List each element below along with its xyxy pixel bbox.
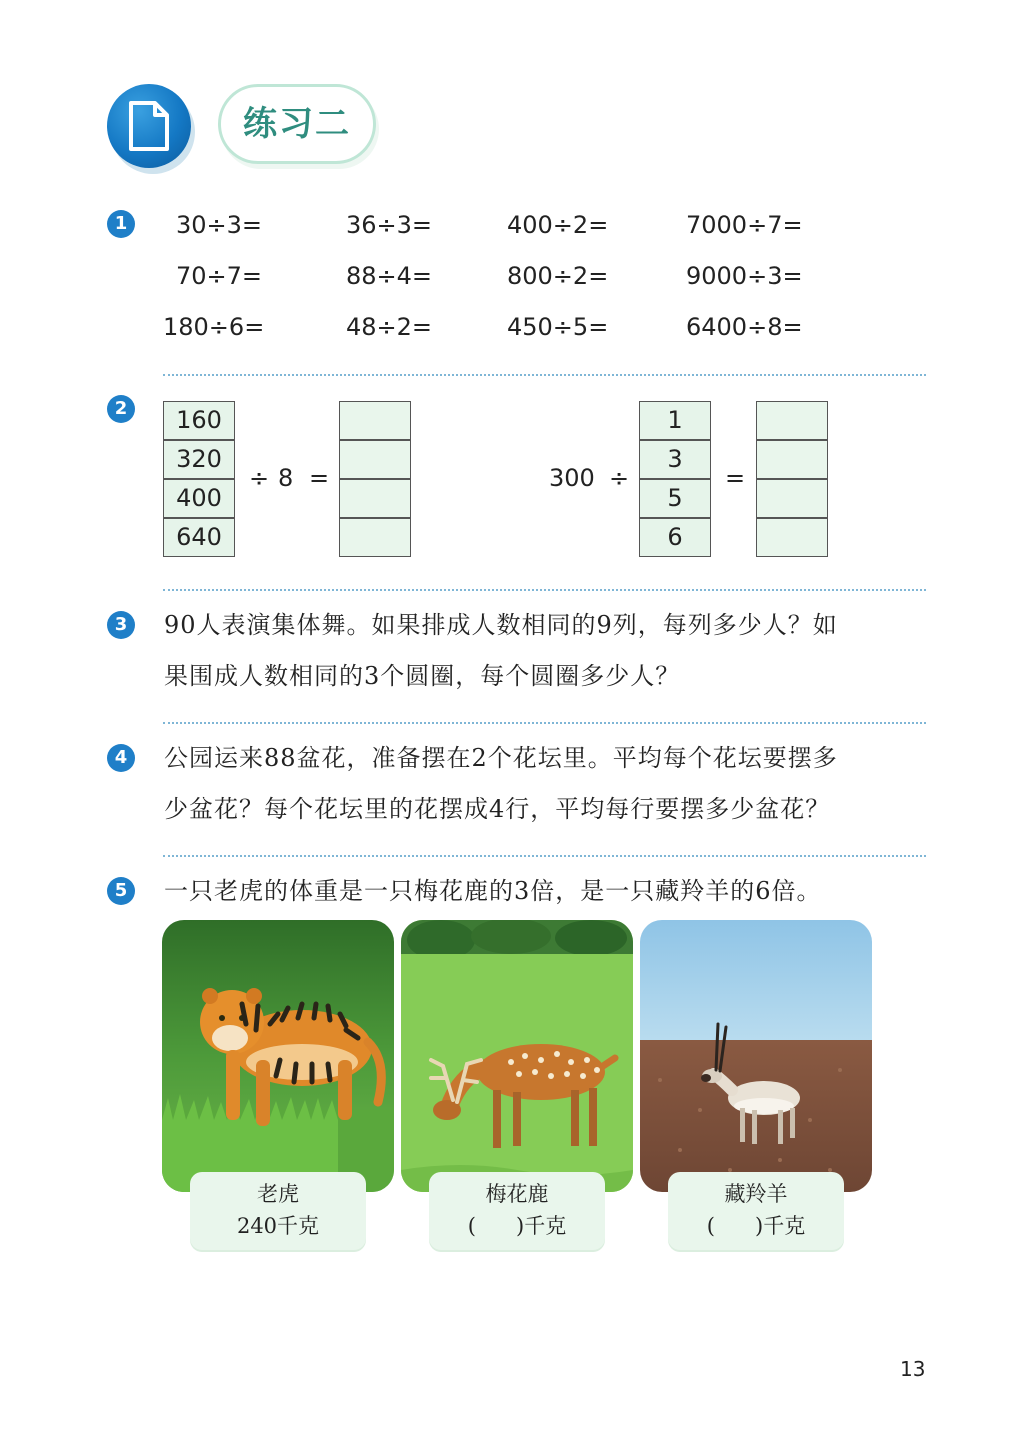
answer-cell[interactable] <box>339 440 411 479</box>
question-3-line-1: 90人表演集体舞。如果排成人数相同的9列，每列多少人？如 <box>164 611 838 639</box>
answer-cell[interactable] <box>339 479 411 518</box>
page-number: 13 <box>900 1357 926 1381</box>
dividend-cell: 640 <box>163 518 235 557</box>
equation: 7000÷7= <box>686 211 803 239</box>
dividend-cell: 320 <box>163 440 235 479</box>
question-5-text: 一只老虎的体重是一只梅花鹿的3倍，是一只藏羚羊的6倍。 <box>164 877 822 905</box>
sika-deer-label-card <box>429 1172 605 1250</box>
divider <box>163 374 926 376</box>
divide-sign: ÷ <box>609 464 630 492</box>
equation: 450÷5= <box>507 313 609 341</box>
dividend-cell: 400 <box>163 479 235 518</box>
animal-weight-blank[interactable]: ( )千克 <box>706 1214 806 1238</box>
dividend-cell: 160 <box>163 401 235 440</box>
equation: 6400÷8= <box>686 313 803 341</box>
tibetan-antelope-label-card <box>668 1172 844 1250</box>
question-number-1: 1 <box>107 210 135 238</box>
animal-name: 藏羚羊 <box>724 1182 788 1206</box>
question-number-4: 4 <box>107 744 135 772</box>
answer-cell[interactable] <box>339 518 411 557</box>
equals-sign: = <box>725 464 746 492</box>
equation: 400÷2= <box>507 211 609 239</box>
divisor-cell: 6 <box>639 518 711 557</box>
equation: 36÷3= <box>346 211 433 239</box>
animal-name: 梅花鹿 <box>485 1182 549 1206</box>
equation: 180÷6= <box>163 313 265 341</box>
equation: 88÷4= <box>346 262 433 290</box>
tiger-label-card <box>190 1172 366 1250</box>
divisor-cell: 5 <box>639 479 711 518</box>
question-3-line-2: 果围成人数相同的3个圆圈，每个圆圈多少人？ <box>164 662 681 690</box>
divider <box>163 722 926 724</box>
question-4-line-2: 少盆花？每个花坛里的花摆成4行，平均每行要摆多少盆花？ <box>164 795 831 823</box>
equation: 48÷2= <box>346 313 433 341</box>
sika-deer-photo <box>401 920 633 1192</box>
document-icon <box>107 84 191 168</box>
divide-sign: ÷ <box>249 464 270 492</box>
equals-sign: = <box>309 464 330 492</box>
equation: 800÷2= <box>507 262 609 290</box>
answer-cell[interactable] <box>756 401 828 440</box>
question-number-2: 2 <box>107 395 135 423</box>
divisor: 8 <box>278 464 294 492</box>
question-number-5: 5 <box>107 877 135 905</box>
page-title: 练习二 <box>243 104 351 144</box>
divider <box>163 589 926 591</box>
question-number-3: 3 <box>107 611 135 639</box>
animal-weight-blank[interactable]: ( )千克 <box>467 1214 567 1238</box>
dividend: 300 <box>549 464 595 492</box>
answer-cell[interactable] <box>339 401 411 440</box>
answer-cell[interactable] <box>756 479 828 518</box>
equation: 70÷7= <box>176 262 263 290</box>
exercise-title-pill <box>218 84 376 164</box>
question-4-line-1: 公园运来88盆花，准备摆在2个花坛里。平均每个花坛要摆多 <box>164 744 838 772</box>
divisor-cell: 3 <box>639 440 711 479</box>
answer-cell[interactable] <box>756 518 828 557</box>
animal-name: 老虎 <box>257 1182 299 1206</box>
tibetan-antelope-photo <box>640 920 872 1192</box>
tiger-photo <box>162 920 394 1192</box>
divisor-cell: 1 <box>639 401 711 440</box>
animal-weight: 240千克 <box>236 1214 320 1238</box>
answer-cell[interactable] <box>756 440 828 479</box>
divider <box>163 855 926 857</box>
equation: 30÷3= <box>176 211 263 239</box>
equation: 9000÷3= <box>686 262 803 290</box>
